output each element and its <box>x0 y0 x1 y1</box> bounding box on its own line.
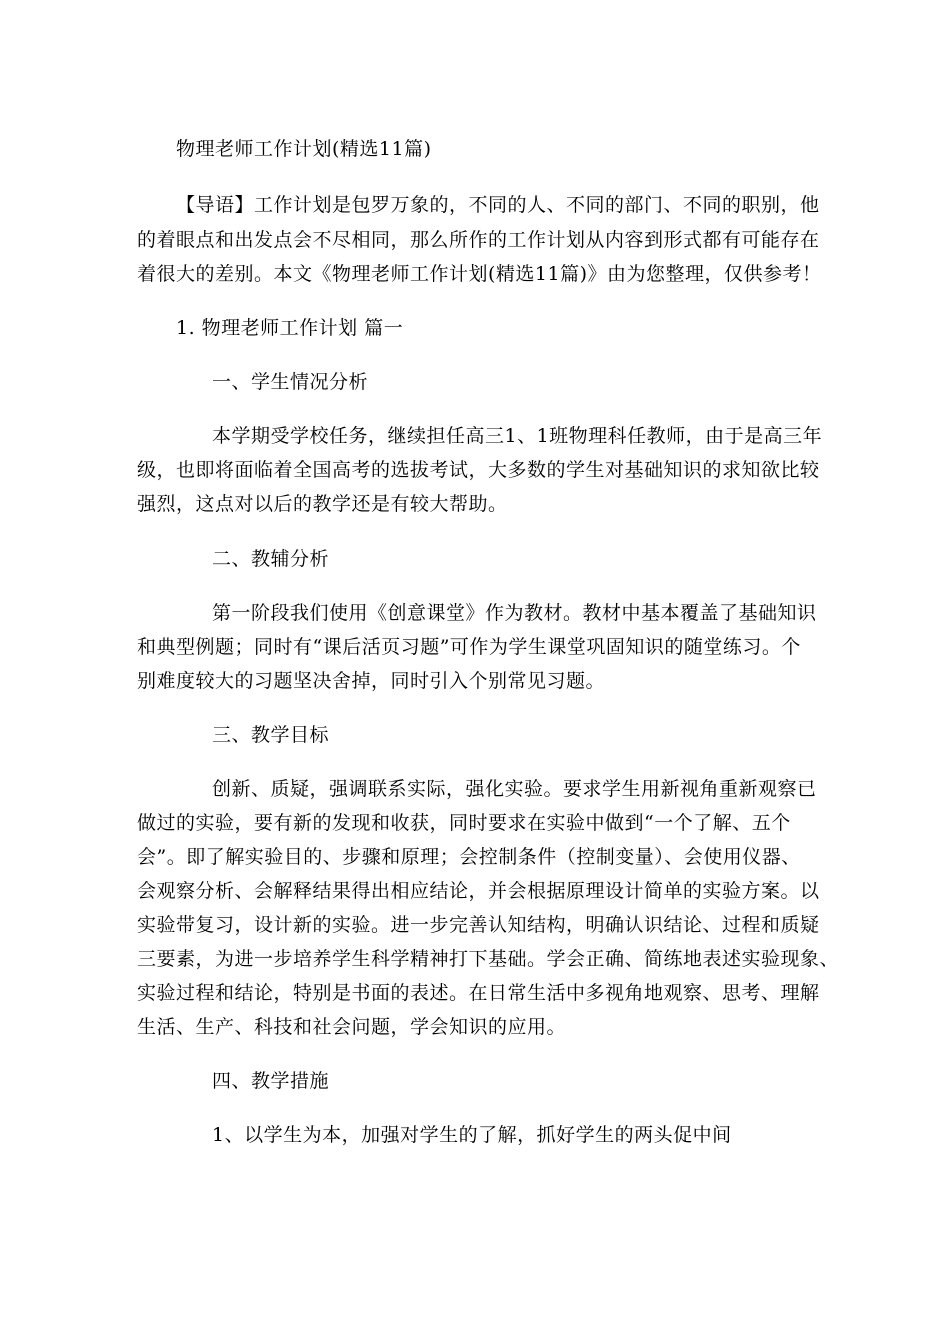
subheading-1: 一、学生情况分析 <box>212 371 369 393</box>
paragraph-3-line-1: 创新、质疑，强调联系实际，强化实验。要求学生用新视角重新观察已 <box>212 778 817 800</box>
paragraph-3-line-7: 实验过程和结论，特别是书面的表述。在日常生活中多视角地观察、思考、理解 <box>137 982 820 1004</box>
paragraph-3-line-3: 会”。即了解实验目的、步骤和原理；会控制条件（控制变量）、会使用仪器、 <box>137 846 801 868</box>
paragraph-3-line-4: 会观察分析、会解释结果得出相应结论，并会根据原理设计简单的实验方案。以 <box>137 880 820 902</box>
subheading-2: 二、教辅分析 <box>212 548 330 570</box>
paragraph-1-line-3: 强烈，这点对以后的教学还是有较大帮助。 <box>137 493 508 515</box>
paragraph-3-line-6: 三要素，为进一步培养学生科学精神打下基础。学会正确、简练地表述实验现象、 <box>137 948 840 970</box>
paragraph-3-line-2: 做过的实验，要有新的发现和收获，同时要求在实验中做到“一个了解、五个 <box>137 812 791 834</box>
intro-line-1: 【导语】工作计划是包罗万象的，不同的人、不同的部门、不同的职别，他 <box>176 194 820 216</box>
intro-line-2: 的着眼点和出发点会不尽相同，那么所作的工作计划从内容到形式都有可能存在 <box>137 229 820 251</box>
paragraph-4-line-1: 1、以学生为本，加强对学生的了解，抓好学生的两头促中间 <box>212 1124 732 1146</box>
document-title: 物理老师工作计划(精选11篇) <box>176 138 432 160</box>
section-heading: 1. 物理老师工作计划 篇一 <box>176 317 404 339</box>
paragraph-2-line-3: 别难度较大的习题坚决舍掉，同时引入个别常见习题。 <box>137 670 606 692</box>
paragraph-1-line-2: 级，也即将面临着全国高考的选拔考试，大多数的学生对基础知识的求知欲比较 <box>137 459 820 481</box>
paragraph-2-line-2: 和典型例题；同时有“课后活页习题”可作为学生课堂巩固知识的随堂练习。个 <box>137 636 801 658</box>
paragraph-2-line-1: 第一阶段我们使用《创意课堂》作为教材。教材中基本覆盖了基础知识 <box>212 602 817 624</box>
subheading-4: 四、教学措施 <box>212 1070 330 1092</box>
intro-line-3: 着很大的差别。本文《物理老师工作计划(精选11篇)》由为您整理，仅供参考！ <box>137 263 822 285</box>
paragraph-3-line-5: 实验带复习，设计新的实验。进一步完善认知结构，明确认识结论、过程和质疑 <box>137 914 820 936</box>
paragraph-3-line-8: 生活、生产、科技和社会问题，学会知识的应用。 <box>137 1016 567 1038</box>
paragraph-1-line-1: 本学期受学校任务，继续担任高三1、1班物理科任教师，由于是高三年 <box>212 425 823 447</box>
subheading-3: 三、教学目标 <box>212 724 330 746</box>
